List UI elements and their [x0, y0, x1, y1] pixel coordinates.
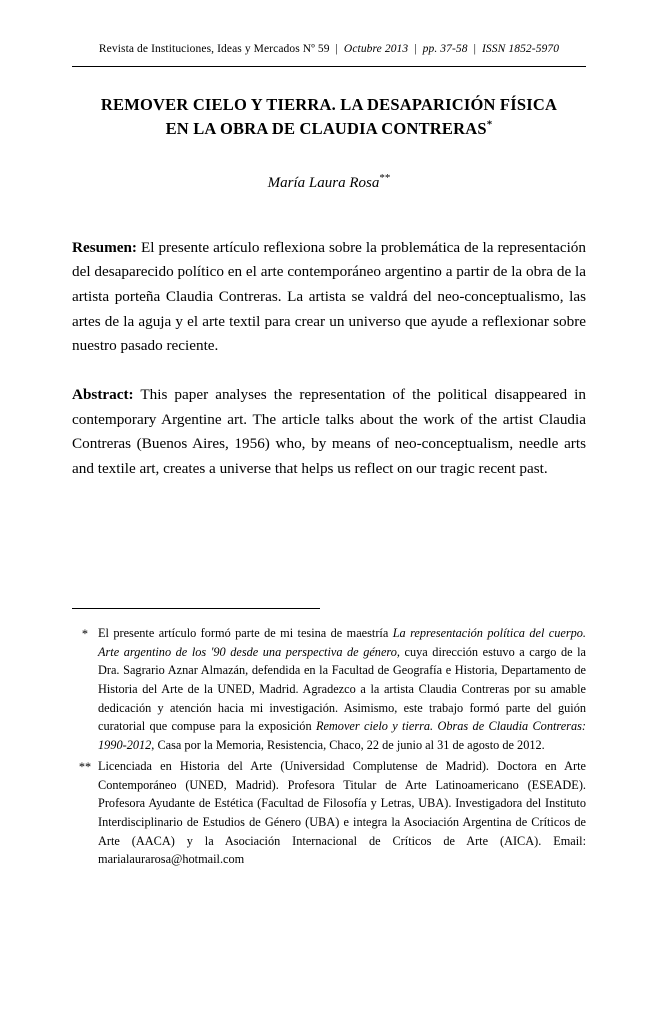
running-head: [72, 42, 586, 57]
header-rule: [72, 66, 586, 67]
footnote-item: [72, 624, 586, 755]
journal-issue: Nº 59: [302, 43, 330, 55]
footnote-text: Licenciada en Historia del Arte (Universidad Complutense de Madrid). Doctora en Arte Contemporáneo (UNED, Madrid). Profesora Titular de Arte Latinoamericano (ESEADE). Profesora Ayudante de Estética (Facultad de Filosofía y Letras, UBA). Investigadora del Instituto Interdisciplinario de Estudios de Género (UBA) e integra la Asociación Argentina de Críticos de Arte (AACA) y la Asociación Internacional de Críticos de Arte (AICA). Email: marialaurarosa@hotmail.com: [98, 758, 586, 867]
title-footnote-marker: *: [486, 118, 493, 131]
footnote-text: El presente artículo formó parte de mi tesina de maestría La representación política del cuerpo. Arte argentino de los '90 desde una perspectiva de género, cuya dirección estuvo a cargo de la Dra. Sagrario Aznar Almazán, defendida en la Facultad de Geografía e Historia, Departamento de Historia del Arte de la UNED, Madrid. Agradezco a la artista Claudia Contreras por su amable dedicación y atención hacia mi investigación. Asimismo, este trabajo formó parte del guión curatorial que compuse para la exposición Remover cielo y tierra. Obras de Claudia Contreras: 1990-2012, Casa por la Memoria, Resistencia, Chaco, 22 de junio al 31 de agosto de 2012.: [98, 626, 586, 753]
footnote-marker: *: [81, 627, 89, 641]
title-line-1: REMOVER CIELO Y TIERRA. LA DESAPARICIÓN FÍSICA: [100, 94, 558, 114]
abstract-english-label: Abstract:: [72, 385, 134, 403]
journal-date: Octubre 2013: [343, 43, 409, 55]
runhead-separator-3: |: [473, 43, 477, 55]
page-title: [72, 93, 586, 141]
author-line: [72, 172, 586, 192]
abstract-spanish-text: El presente artículo reflexiona sobre la problemática de la representación del desaparecido político en el arte contemporáneo argentino a partir de la obra de la artista porteña Claudia Contreras. La artista se valdrá del neo-conceptualismo, las artes de la aguja y el arte textil para crear un universo que ayude a reflexionar sobre nuestro pasado reciente.: [72, 238, 586, 355]
abstract-spanish-label: Resumen:: [72, 238, 137, 256]
journal-issn: ISSN 1852-5970: [482, 43, 560, 55]
abstract-english: [72, 383, 586, 482]
abstract-spanish: [72, 236, 586, 359]
runhead-separator-1: |: [335, 43, 338, 55]
footnotes: [72, 624, 586, 871]
journal-pages: pp. 37-58: [422, 43, 468, 55]
abstract-english-text: This paper analyses the representation of the political disappeared in contemporary Argentine art. The article talks about the work of the artist Claudia Contreras (Buenos Aires, 1956) who, by means of neo-conceptualism, needle arts and textile art, creates a universe that helps us reflect on our tragic recent past.: [72, 385, 586, 477]
author-name: María Laura Rosa: [267, 174, 380, 191]
title-line-2: [72, 117, 586, 141]
footnote-marker: **: [78, 759, 92, 774]
footnote-item: [72, 757, 586, 869]
title-line-2-text: EN LA OBRA DE CLAUDIA CONTRERAS: [165, 118, 487, 138]
runhead-separator-2: |: [414, 43, 417, 55]
journal-name: Revista de Instituciones, Ideas y Mercados: [98, 43, 300, 55]
footnote-separator-rule: [72, 608, 320, 609]
page-content: [72, 0, 586, 481]
author-footnote-marker: **: [379, 171, 391, 184]
